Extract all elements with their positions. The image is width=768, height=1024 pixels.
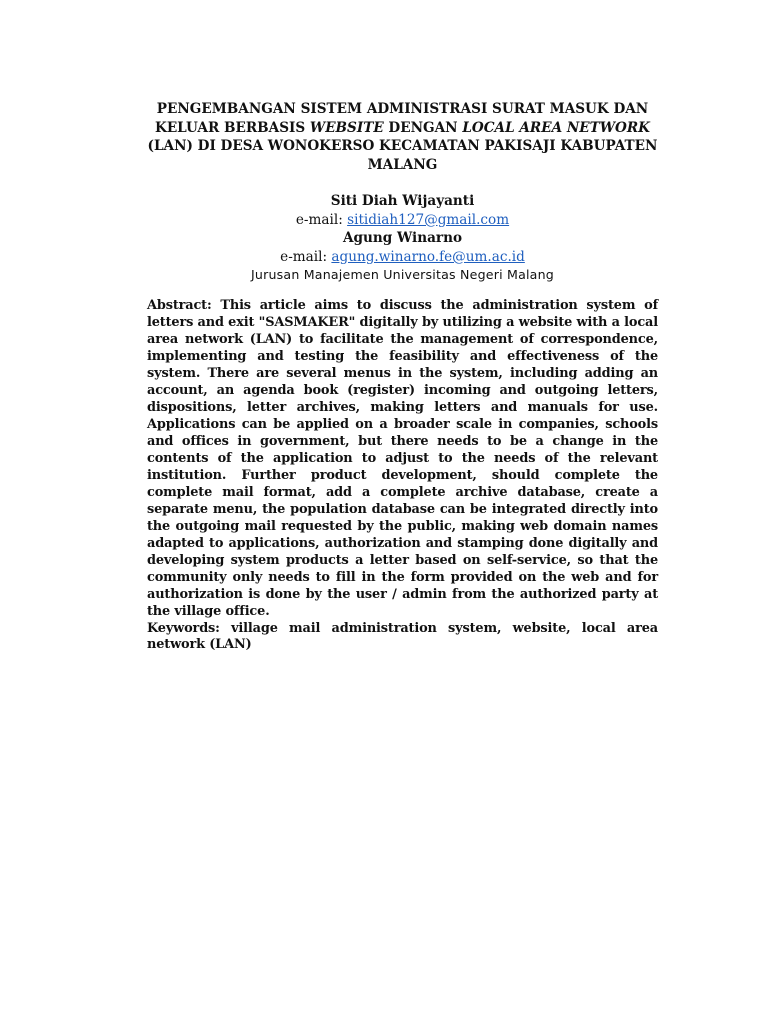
paper-page [147, 100, 658, 667]
author-block [147, 192, 658, 284]
title-part-3: (LAN) DI DESA WONOKERSO KECAMATAN PAKISAJI KABUPATEN MALANG [147, 138, 658, 173]
paper-title [147, 100, 658, 174]
abstract-paragraph [147, 298, 658, 620]
keywords-text: village mail administration system, website, local area network (LAN) [147, 620, 658, 653]
title-part-1: PENGEMBANGAN SISTEM ADMINISTRASI SURAT MASUK DAN KELUAR BERBASIS [155, 101, 649, 136]
keywords-paragraph [147, 621, 658, 655]
author-email-line-1 [147, 211, 658, 229]
author-affiliation: Jurusan Manajemen Universitas Negeri Malang [251, 267, 554, 282]
author-name-2: Agung Winarno [342, 230, 463, 247]
title-italic-website: WEBSITE [309, 119, 384, 136]
author-email-line-2 [147, 248, 658, 266]
title-part-2: DENGAN [383, 119, 463, 136]
author-email-link-2[interactable]: agung.winarno.fe@um.ac.id [331, 248, 525, 265]
email-prefix-1: e-mail: [295, 211, 348, 228]
abstract-label: Abstract: [147, 298, 212, 314]
email-prefix-2: e-mail: [280, 248, 332, 265]
author-name-1: Siti Diah Wijayanti [330, 193, 475, 210]
keywords-label: Keywords: [147, 620, 220, 636]
title-italic-lan: LOCAL AREA NETWORK [462, 119, 650, 136]
author-email-link-1[interactable]: sitidiah127@gmail.com [347, 211, 510, 228]
abstract-text: This article aims to discuss the administration system of letters and exit "SASMAKER" digitally by utilizing a website with a local area network (LAN) to facilitate the management of correspondence, implementing and testing the feasibility and effectiveness of the system. There are several menus in the system, including adding an account, an agenda book (register) incoming and outgoing letters, dispositions, letter archives, making letters and manuals for use. Applications can be applied on a broader scale in companies, schools and offices in government, but there needs to be a change in the contents of the application to adjust to the needs of the relevant institution. Further product development, should complete the complete mail format, add a complete archive database, create a separate menu, the population database can be integrated directly into the outgoing mail requested by the public, making web domain names adapted to applications, authorization and stamping done digitally and developing system products a letter based on self-service, so that the community only needs to fill in the form provided on the web and for authorization is done by the user / admin from the authorized party at the village office. [147, 298, 658, 619]
